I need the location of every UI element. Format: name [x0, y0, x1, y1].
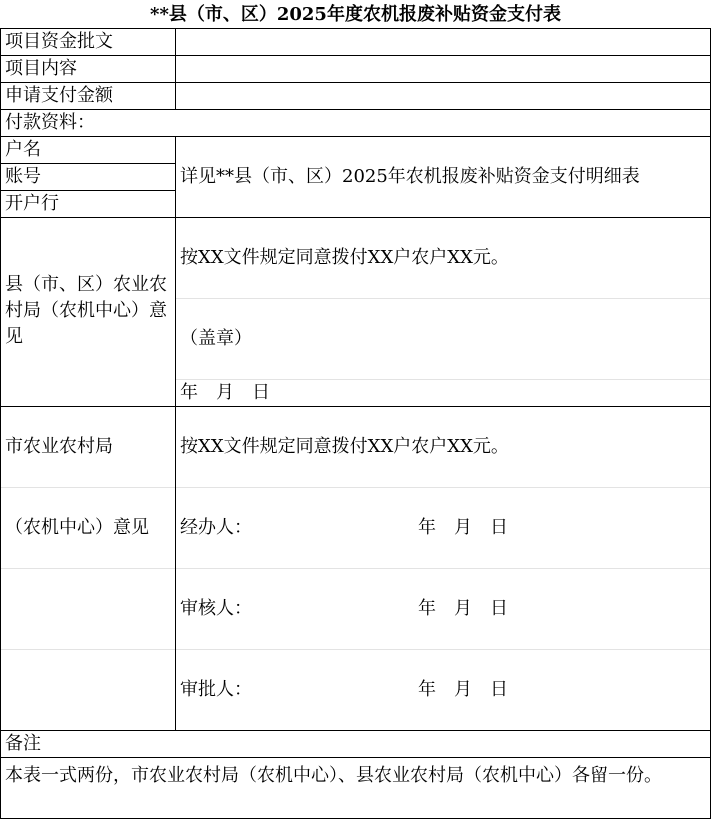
remarks-label: 备注 [5, 733, 41, 754]
account-name-label: 户名 [5, 139, 41, 160]
amount-label: 申请支付金额 [5, 85, 113, 106]
approver-date-text: 年 月 日 [418, 679, 508, 700]
gridline [1, 487, 710, 488]
content-label: 项目内容 [5, 58, 77, 79]
rule [0, 730, 711, 731]
gridline [176, 298, 710, 299]
form-title: **县（市、区）2025年度农机报废补贴资金支付表 [150, 4, 561, 25]
payment-info-label: 付款资料： [5, 112, 95, 133]
rule [0, 757, 711, 758]
handler-label: 经办人： [180, 517, 252, 538]
handler-date-text: 年 月 日 [418, 517, 508, 538]
form-border [0, 28, 711, 819]
city-opinion-label-line1: 市农业农村局 [5, 436, 113, 457]
gridline [1, 649, 710, 650]
approval-label: 项目资金批文 [5, 31, 113, 52]
approval-value-cell[interactable] [176, 29, 710, 55]
rule [0, 406, 711, 407]
reviewer-label: 审核人： [180, 598, 252, 619]
county-opinion-label: 县（市、区）农业农村局（农机中心）意见 [5, 274, 167, 347]
rule [0, 109, 711, 110]
rule [0, 217, 711, 218]
account-detail-text: 详见**县（市、区）2025年农机报废补贴资金支付明细表 [180, 166, 640, 187]
account-no-label: 账号 [5, 166, 41, 187]
city-approve-text: 按XX文件规定同意拨付XX户农户XX元。 [180, 436, 509, 457]
footer-note: 本表一式两份，市农业农村局（农机中心）、县农业农村局（农机中心）各留一份。 [5, 765, 662, 786]
county-approve-text: 按XX文件规定同意拨付XX户农户XX元。 [180, 247, 509, 268]
rule [175, 136, 176, 730]
amount-value-cell[interactable] [176, 83, 710, 109]
bank-label: 开户行 [5, 193, 59, 214]
rule [0, 136, 711, 137]
gridline [1, 568, 710, 569]
reviewer-date-text: 年 月 日 [418, 598, 508, 619]
approver-label: 审批人： [180, 679, 252, 700]
city-opinion-label-line2: （农机中心）意见 [5, 517, 149, 538]
content-value-cell[interactable] [176, 56, 710, 82]
county-seal-text: （盖章） [180, 328, 252, 349]
county-date-text: 年 月 日 [180, 382, 270, 403]
